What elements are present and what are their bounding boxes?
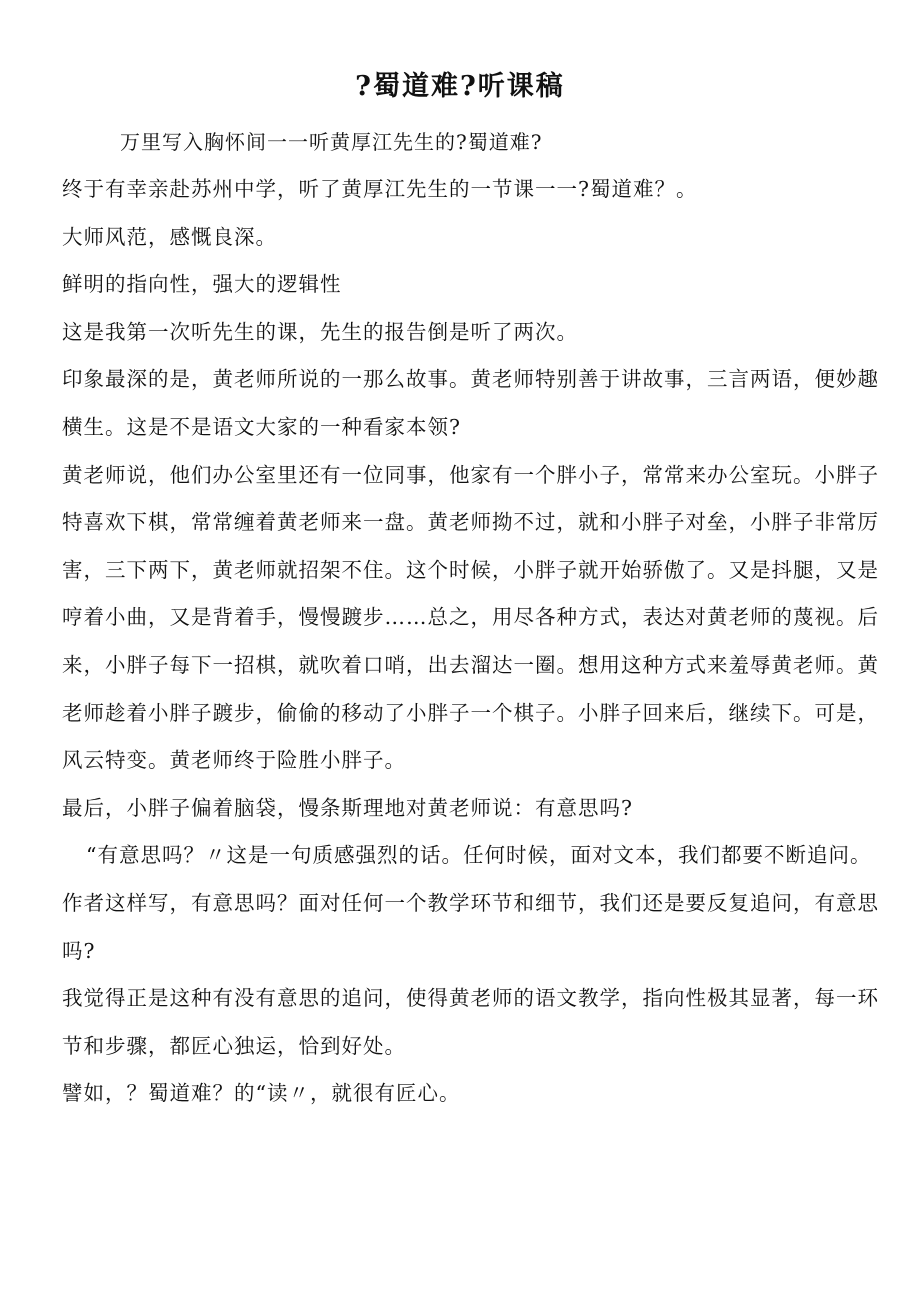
paragraph: 终于有幸亲赴苏州中学，听了黄厚江先生的一节课一一?蜀道难？。 bbox=[62, 177, 698, 201]
page-title: ?蜀道难?听课稿 bbox=[355, 71, 565, 102]
body-text bbox=[62, 166, 882, 1118]
paragraph: 最后，小胖子偏着脑袋，慢条斯理地对黄老师说：有意思吗? bbox=[62, 795, 633, 820]
paragraph: 我觉得正是这种有没有意思的追问，使得黄老师的语文教学，指向性极其显著，每一环节和步骤，都匠心独运，恰到好处。 bbox=[62, 986, 879, 1058]
subtitle: 万里写入胸怀间一一听黄厚江先生的?蜀道难? bbox=[120, 130, 543, 154]
paragraph: 譬如，？蜀道难？的“读〃，就很有匠心。 bbox=[62, 1081, 461, 1106]
paragraph: 黄老师说，他们办公室里还有一位同事，他家有一个胖小子，常常来办公室玩。小胖子特喜欢下棋，常常缠着黄老师来一盘。黄老师拗不过，就和小胖子对垒，小胖子非常厉害，三下两下，黄老师就招架不住。这个时候，小胖子就开始骄傲了。又是抖腿，又是哼着小曲，又是背着手，慢慢踱步……总之，用尽各种方式，表达对黄老师的蔑视。后来，小胖子每下一招棋，就吹着口哨，出去溜达一圈。想用这种方式来羞辱黄老师。黄老师趁着小胖子踱步，偷偷的移动了小胖子一个棋子。小胖子回来后，继续下。可是，风云特变。黄老师终于险胜小胖子。 bbox=[62, 462, 879, 773]
paragraph: 印象最深的是，黄老师所说的一那么故事。黄老师特别善于讲故事，三言两语，便妙趣横生。这是不是语文大家的一种看家本领? bbox=[62, 367, 879, 439]
paragraph: 鲜明的指向性，强大的逻辑性 bbox=[62, 272, 342, 297]
paragraph: 这是我第一次听先生的课，先生的报告倒是听了两次。 bbox=[62, 319, 578, 344]
paragraph: “有意思吗？〃这是一句质感强烈的话。任何时候，面对文本，我们都要不断追问。作者这样写，有意思吗？面对任何一个教学环节和细节，我们还是要反复追问，有意思吗? bbox=[62, 843, 879, 963]
paragraph: 大师风范，感慨良深。 bbox=[62, 224, 277, 249]
